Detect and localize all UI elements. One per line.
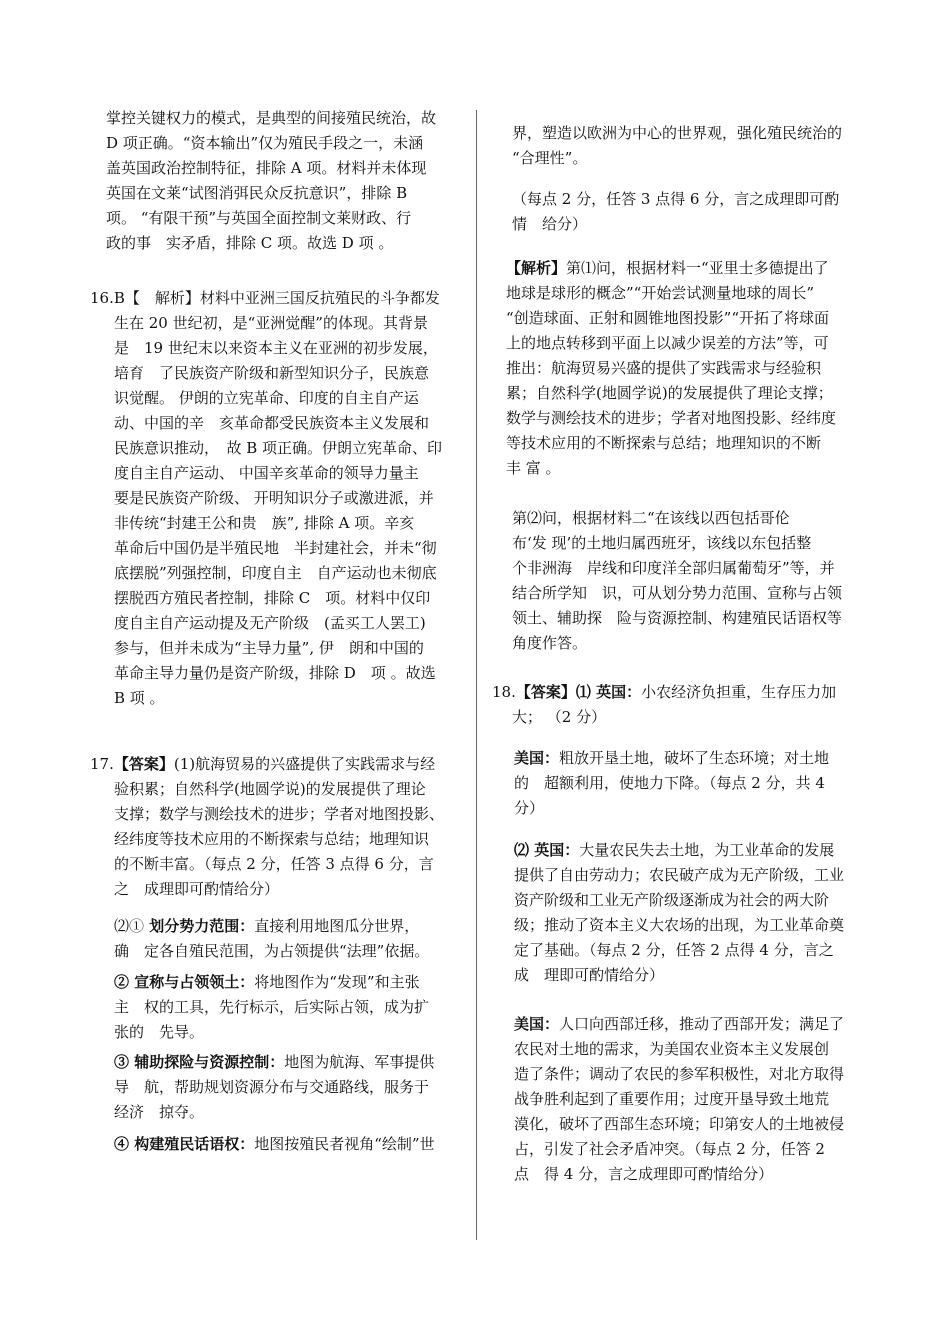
text-line: 累；自然科学(地圆学说)的发展提供了理论支撑； [506, 384, 833, 402]
text-line: 人口向西部迁移，推动了西部开发；满足了 [559, 1015, 845, 1033]
text-line: 大； （2 分） [512, 708, 607, 726]
point-label: 美国： [514, 749, 560, 767]
text-line: 丰 富 。 [506, 459, 561, 477]
question-number: 16. [90, 289, 114, 307]
text-line: 张的 先导。 [114, 1023, 205, 1041]
text-line: 政的事 实矛盾，排除 C 项。故选 D 项 。 [106, 234, 394, 252]
text-line: 点 得 4 分，言之成理即可酌情给分） [514, 1165, 774, 1183]
text-line: 参与，但并未成为“主导力量”, 伊 朗和中国的 [114, 639, 424, 657]
answer-label: 【答案】 [113, 755, 174, 773]
text-line: 资产阶级和工业无产阶级逐渐成为社会的两大阶 [514, 891, 830, 909]
text-line: 英国在文莱“试图消弭民众反抗意识”，排除 B [106, 184, 408, 202]
text-line: 底摆脱”列强控制，印度自主 自产运动也未彻底 [114, 564, 437, 582]
text-line: 项。 “有限干预”与英国全面控制文莱财政、行 [106, 209, 412, 227]
text-line: 将地图作为“发现”和主张 [254, 973, 420, 991]
text-line: 情 给分） [512, 215, 588, 233]
q17-point-1 [114, 914, 429, 964]
text-line: (1)航海贸易的兴盛提供了实践需求与经 [173, 755, 436, 773]
question-18 [492, 680, 836, 730]
text-line: 结合所学知 识，可从划分势力范围、宣称与占领 [512, 584, 843, 602]
text-line: 是 19 世纪末以来资本主义在亚洲的初步发展， [114, 339, 438, 357]
text-line: 推出：航海贸易兴盛的提供了实践需求与经验积 [506, 359, 822, 377]
text-line: B 项 。 [114, 689, 165, 707]
text-line: ⑵① [114, 917, 145, 935]
text-line: 角度作答。 [512, 634, 588, 652]
right-continuation [512, 121, 842, 171]
text-line: 定了基础。（每点 2 分，任答 2 点得 4 分，言之 [514, 941, 834, 959]
text-line: “合理性”。 [512, 149, 588, 167]
text-line: 革命后中国仍是半殖民地 半封建社会，并未“彻 [114, 539, 437, 557]
text-line: 生在 20 世纪初，是“亚洲觉醒”的体现。其背景 [114, 314, 428, 332]
text-line: 经济 掠夺。 [114, 1103, 205, 1121]
text-line: 非传统“封建王公和贵 族”, 排除 A 项。辛亥 [114, 514, 415, 532]
text-line: 民族意识推动， 故 B 项正确。伊朗立宪革命、印 [114, 439, 443, 457]
q18-uk-part2 [514, 838, 844, 988]
answer-label: 【答案】⑴ 英国： [515, 683, 642, 701]
text-line: 度自主自产运动、 中国辛亥革命的领导力量主 [114, 464, 419, 482]
text-line: 地球是球形的概念”“开始尝试测量地球的周长” [506, 284, 815, 302]
text-line: 摆脱西方殖民者控制，排除 C 项。材料中仅印 [114, 589, 431, 607]
column-divider [476, 110, 477, 1240]
text-line: 占，引发了社会矛盾冲突。（每点 2 分，任答 2 [514, 1140, 825, 1158]
text-line: 粗放开垦土地，破坏了生态环境；对土地 [559, 749, 830, 767]
text-line: 领土、辅助探 险与资源控制、构建殖民话语权等 [512, 609, 843, 627]
text-line: 小农经济负担重，生存压力加 [641, 683, 837, 701]
question-16-first-line: B【 解析】材料中亚洲三国反抗殖民的斗争都发 [113, 289, 440, 307]
q18-usa-part1 [514, 746, 829, 821]
text-line: 提供了自由劳动力；农民破产成为无产阶级，工业 [514, 866, 845, 884]
text-line: 直接利用地图瓜分世界， [254, 917, 420, 935]
text-line: 漠化，破坏了西部生态环境；印第安人的土地被侵 [514, 1115, 845, 1133]
q18-usa-part2 [514, 1012, 844, 1187]
point-label: ② 宣称与占领领土： [114, 973, 255, 991]
point-label: ⑵ 英国： [514, 841, 580, 859]
text-line: （每点 2 分，任答 3 点得 6 分，言之成理即可酌 [512, 190, 840, 208]
text-line: 个非洲海 岸线和印度洋全部归属葡萄牙”等，并 [512, 559, 835, 577]
text-line: 培育 了民族资产阶级和新型知识分子，民族意 [114, 364, 430, 382]
left-continuation [106, 106, 436, 256]
point-label: ③ 辅助探险与资源控制： [114, 1053, 285, 1071]
q17-point-3 [114, 1050, 434, 1125]
analysis-label: 【解析】 [506, 259, 567, 277]
text-line: 经纬度等技术应用的不断探索与总结；地理知识 [114, 830, 430, 848]
text-line: 第⑵问，根据材料二“在该线以西包括哥伦 [512, 509, 790, 527]
text-line: 地图按殖民者视角“绘制”世 [254, 1135, 435, 1153]
text-line: 之 成理即可酌情给分） [114, 880, 280, 898]
question-number: 18. [492, 683, 516, 701]
q17-point-4 [114, 1132, 435, 1157]
text-line: 等技术应用的不断探索与总结；地理知识的不断 [506, 434, 822, 452]
question-17 [90, 752, 444, 902]
text-line: 分） [514, 799, 545, 817]
text-line: D 项正确。“资本输出”仅为殖民手段之一，未涵 [106, 134, 424, 152]
question-16 [90, 286, 442, 711]
text-line: 造了条件；调动了农民的参军积极性，对北方取得 [514, 1065, 845, 1083]
text-line: “创造球面、正射和圆锥地图投影”“开拓了将球面 [506, 309, 830, 327]
scoring-note [512, 187, 839, 237]
text-line: 动、中国的辛 亥革命都受民族资本主义发展和 [114, 414, 430, 432]
text-line: 盖英国政治控制特征，排除 A 项。材料并未体现 [106, 159, 427, 177]
text-line: 数学与测绘技术的进步；学者对地图投影、经纬度 [506, 409, 837, 427]
text-line: 掌控关键权力的模式，是典型的间接殖民统治，故 [106, 109, 437, 127]
text-line: 支撑；数学与测绘技术的进步；学者对地图投影、 [114, 805, 445, 823]
text-line: 大量农民失去土地，为工业革命的发展 [579, 841, 835, 859]
text-line: 要是民族资产阶级、 开明知识分子或激进派，并 [114, 489, 434, 507]
text-line: 农民对土地的需求，为美国农业资本主义发展创 [514, 1040, 830, 1058]
text-line: 成 理即可酌情给分） [514, 966, 665, 984]
question-number: 17. [90, 755, 114, 773]
text-line: 地图为航海、军事提供 [284, 1053, 435, 1071]
text-line: 革命主导力量仍是资产阶级，排除 D 项 。故选 [114, 664, 436, 682]
text-line: 度自主自产运动提及无产阶级 (孟买工人罢工) [114, 614, 426, 632]
text-line: 验积累；自然科学(地圆学说)的发展提供了理论 [114, 780, 426, 798]
text-line: 识觉醒。 伊朗的立宪革命、印度的自主自产运 [114, 389, 419, 407]
text-line: 界，塑造以欧洲为中心的世界观，强化殖民统治的 [512, 124, 843, 142]
analysis-17-part2 [512, 506, 842, 656]
text-line: 级；推动了资本主义大农场的出现，为工业革命奠 [514, 916, 845, 934]
text-line: 确 定各自殖民范围，为占领提供“法理”依据。 [114, 942, 430, 960]
q17-point-2 [114, 970, 429, 1045]
point-label: 划分势力范围： [144, 917, 255, 935]
point-label: 美国： [514, 1015, 560, 1033]
text-line: 第⑴问，根据材料一“亚里士多德提出了 [566, 259, 829, 277]
text-line: 的不断丰富。（每点 2 分，任答 3 点得 6 分，言 [114, 855, 434, 873]
text-line: 导 航，帮助规划资源分布与交通路线，服务于 [114, 1078, 430, 1096]
text-line: 上的地点转移到平面上以减少误差的方法”等，可 [506, 334, 829, 352]
text-line: 战争胜利起到了重要作用；过度开垦导致土地荒 [514, 1090, 830, 1108]
text-line: 的 超额利用，使地力下降。（每点 2 分，共 4 [514, 774, 825, 792]
text-line: 主 权的工具，先行标示，后实际占领，成为扩 [114, 998, 430, 1016]
analysis-17-part1 [506, 256, 836, 481]
point-label: ④ 构建殖民话语权： [114, 1135, 255, 1153]
text-line: 布‘发 现’的土地归属西班牙，该线以东包括整 [512, 534, 812, 552]
